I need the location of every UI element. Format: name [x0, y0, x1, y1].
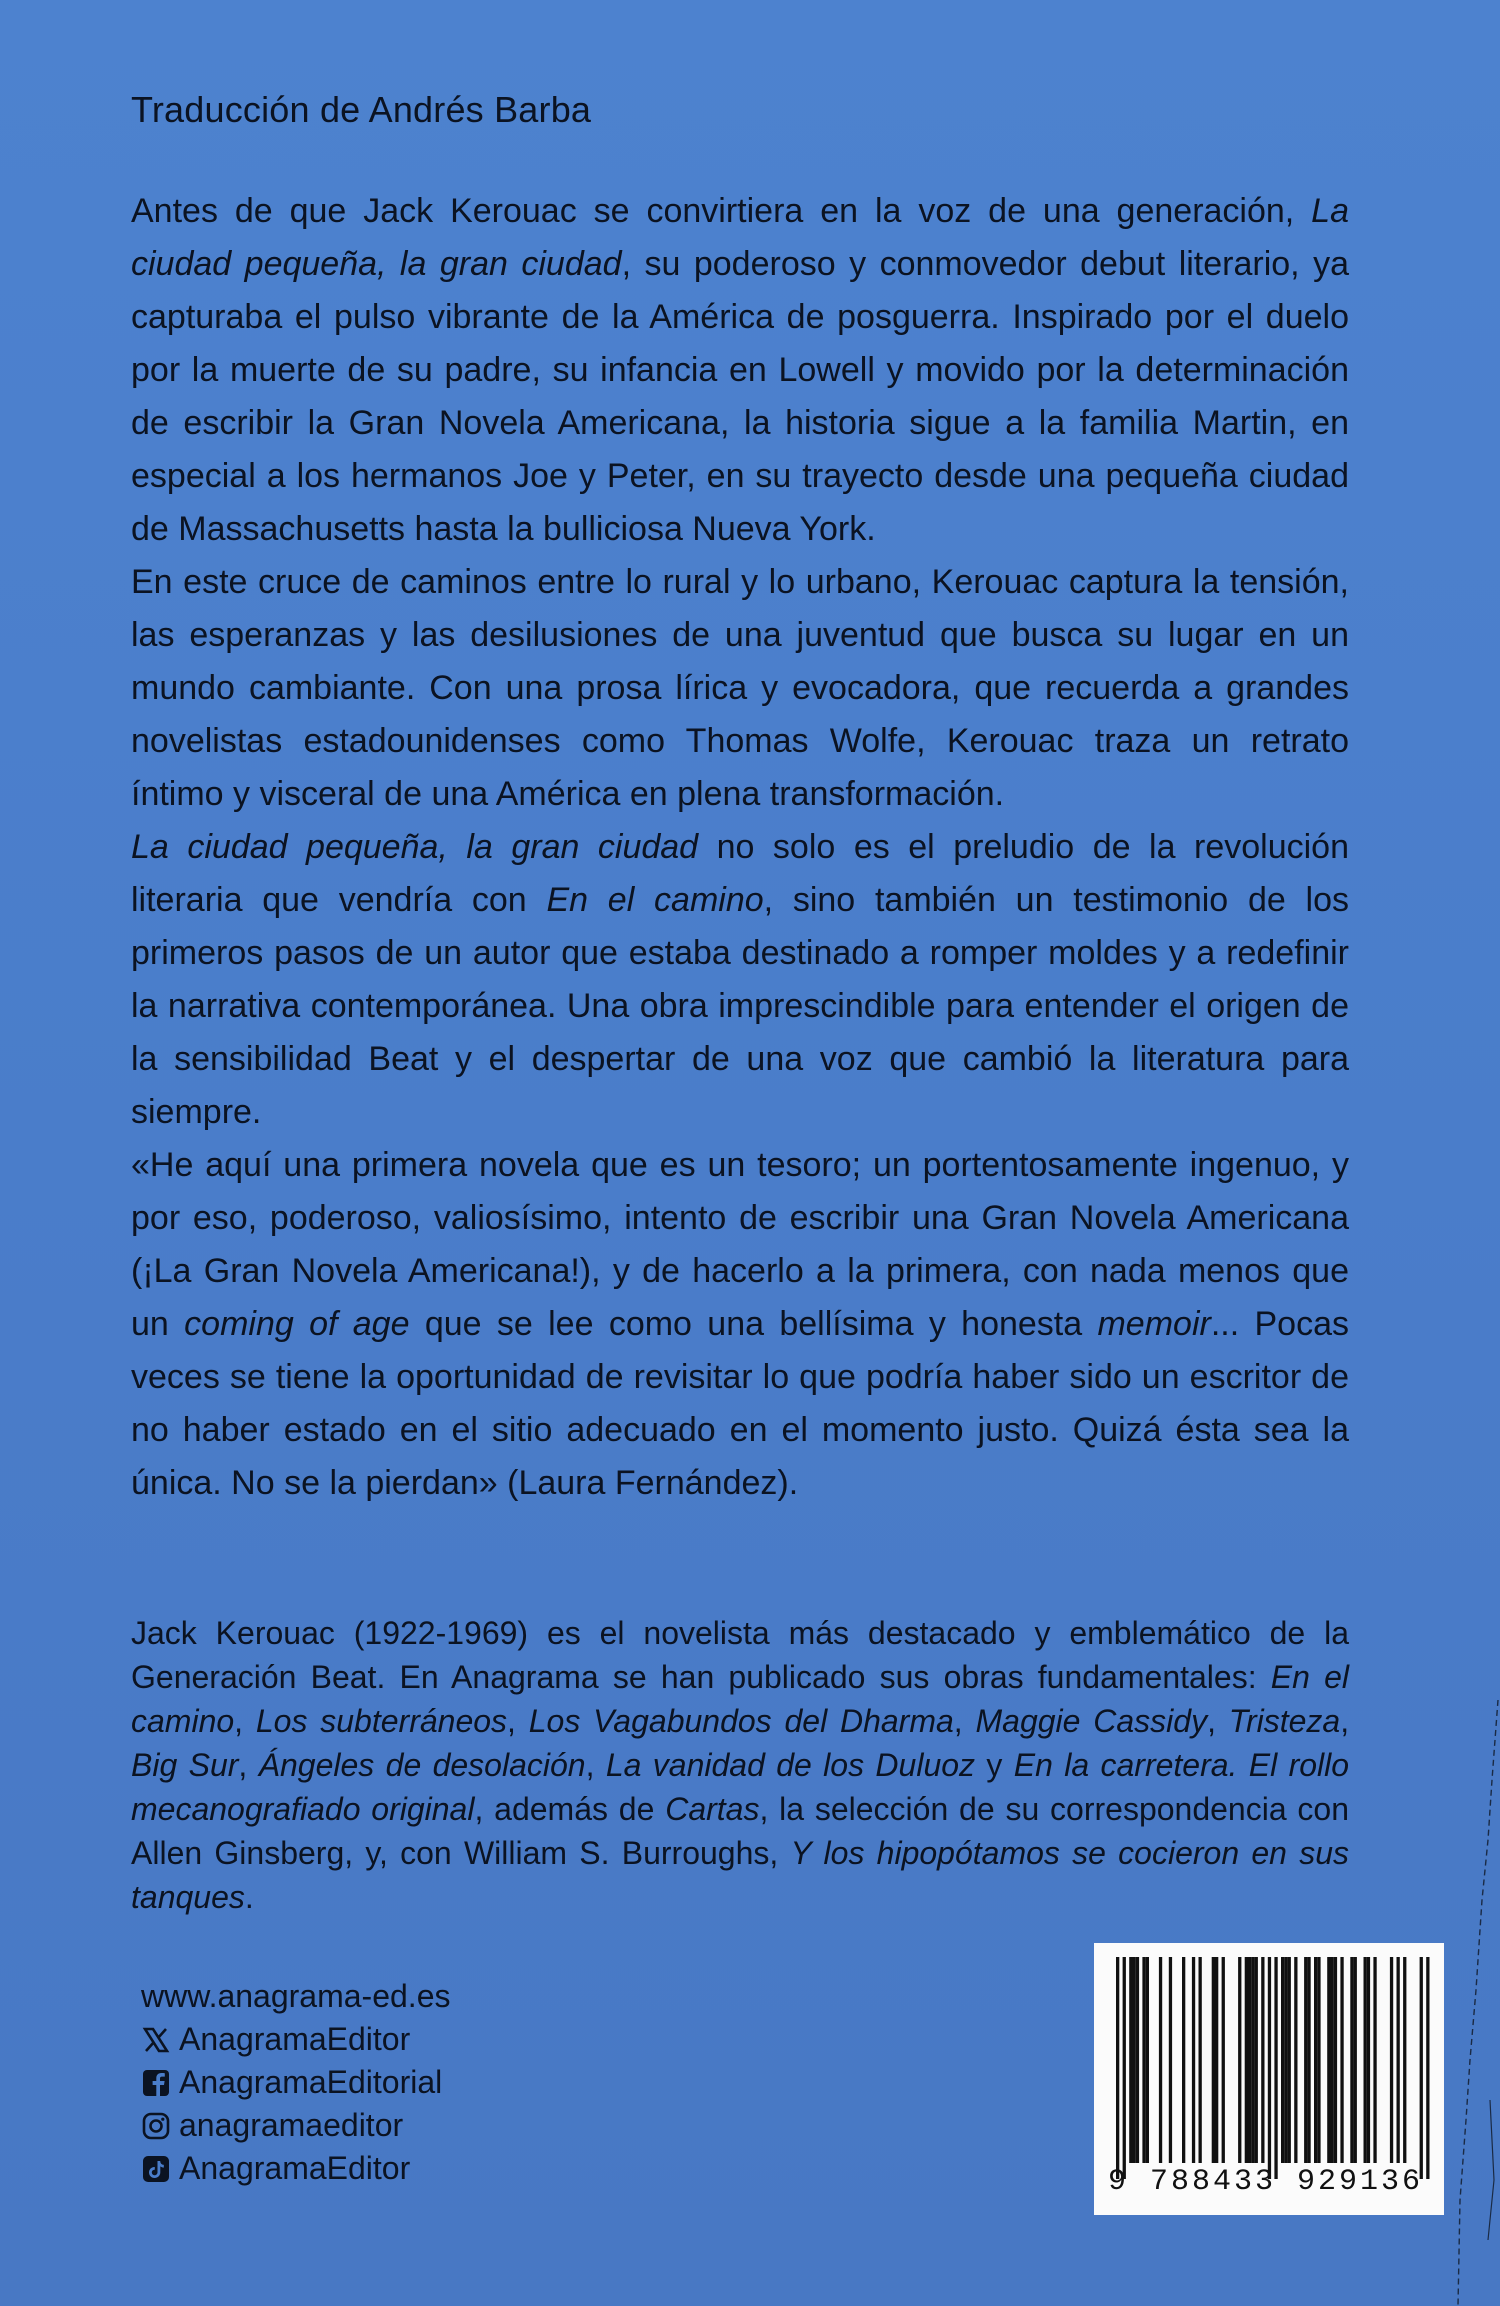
text-run: Jack Kerouac (1922-1969) es el novelista más destacado y emblemático de la Generación Beat. En Anagrama se han publicado sus obras fundamentales:	[131, 1615, 1349, 1695]
barcode-bar	[1294, 1957, 1297, 2163]
website-url[interactable]: www.anagrama-ed.es	[141, 1978, 451, 2014]
text-run: que se lee como una bellísima y honesta	[409, 1305, 1098, 1343]
barcode-bar	[1268, 1957, 1271, 2179]
barcode-bar	[1133, 1957, 1136, 2163]
barcode-bar	[1136, 1957, 1139, 2163]
italic-title: Ángeles de desolación	[258, 1747, 586, 1783]
barcode-bar	[1331, 1957, 1334, 2163]
barcode-bar	[1281, 1957, 1284, 2163]
synopsis-paragraph-3	[131, 821, 1349, 1139]
barcode-bar	[1314, 1957, 1317, 2163]
text-run: , sino también un testimonio de los primeros pasos de un autor que estaba destinado a romper moldes y a redefinir la narrativa contemporánea. Una obra imprescindible para entender el origen de la sensibilidad Beat y el despertar de una voz que cambió la literatura para siempre.	[131, 881, 1350, 1131]
text-run: .	[244, 1879, 254, 1915]
facebook-handle[interactable]: AnagramaEditorial	[179, 2064, 443, 2100]
website-link[interactable]	[141, 1975, 450, 2018]
text-run: ,	[507, 1703, 529, 1739]
tiktok-link[interactable]	[141, 2147, 450, 2190]
cover-edge-wear	[1430, 0, 1500, 2306]
barcode-bar	[1350, 1957, 1353, 2163]
tiktok-icon	[141, 2154, 171, 2184]
barcode-bar	[1123, 1957, 1126, 2179]
text-run: , la selección de su correspondencia con Allen Ginsberg, y, con William S. Burroughs,	[131, 1791, 1350, 1871]
barcode-bar	[1146, 1957, 1149, 2163]
barcode-bar	[1255, 1957, 1258, 2163]
x-link[interactable]	[141, 2018, 450, 2061]
barcode-bar	[1248, 1957, 1251, 2163]
text-run: ,	[953, 1703, 976, 1739]
author-bio	[131, 1611, 1349, 1919]
barcode-bar	[1215, 1957, 1218, 2163]
text-run: ,	[1207, 1703, 1229, 1739]
barcode-bar	[1364, 1957, 1367, 2163]
barcode-bar	[1142, 1957, 1145, 2163]
text-run: ,	[238, 1747, 259, 1783]
barcode-bar	[1426, 1957, 1429, 2179]
barcode-bar	[1116, 1957, 1119, 2179]
synopsis-paragraph-2	[131, 556, 1349, 821]
italic-title: En la carretera. El rollo mecanografiado original	[131, 1747, 1350, 1827]
barcode-bar	[1238, 1957, 1241, 2163]
italic-title: memoir	[1097, 1305, 1211, 1343]
instagram-icon	[141, 2111, 171, 2141]
barcode-bar	[1390, 1957, 1393, 2163]
barcode-bar	[1367, 1957, 1370, 2163]
barcode-bar	[1420, 1957, 1423, 2179]
barcode-bar	[1288, 1957, 1291, 2163]
text-run: no solo es el preludio de la revolución literaria que vendría con	[131, 828, 1349, 919]
synopsis	[131, 185, 1349, 1510]
italic-title: Los Vagabundos del Dharma	[528, 1703, 954, 1739]
facebook-icon	[141, 2068, 171, 2098]
instagram-handle[interactable]: anagramaeditor	[179, 2107, 404, 2143]
translator-credit: Traducción de Andrés Barba	[131, 89, 592, 130]
barcode-digits: 9 788433 929136	[1108, 2165, 1424, 2199]
isbn-barcode	[1094, 1943, 1444, 2215]
instagram-link[interactable]	[141, 2104, 450, 2147]
italic-title: Big Sur	[131, 1747, 239, 1783]
publisher-links	[141, 1975, 450, 2190]
barcode-bar	[1340, 1957, 1343, 2163]
text-run: ,	[1340, 1703, 1350, 1739]
italic-title: Tristeza	[1228, 1703, 1341, 1739]
italic-title: Cartas	[665, 1791, 760, 1827]
tiktok-handle[interactable]: AnagramaEditor	[179, 2150, 411, 2186]
italic-title: La ciudad pequeña, la gran ciudad	[131, 192, 1349, 283]
barcode-bar	[1169, 1957, 1172, 2163]
text-run: , su poderoso y conmovedor debut literario, ya capturaba el pulso vibrante de la América de posguerra. Inspirado por el duelo por la muerte de su padre, su infancia en Lowell y movido por la determinación de escribir la Gran Novela Americana, la historia sigue a la familia Martin, en especial a los hermanos Joe y Peter, en su trayecto desde una pequeña ciudad de Massachusetts hasta la bulliciosa Nueva York.	[131, 245, 1349, 548]
review-quote	[131, 1139, 1349, 1510]
italic-title: En el camino	[546, 881, 764, 919]
text-run: Antes de que Jack Kerouac se convirtiera en la voz de una generación,	[131, 192, 1312, 230]
barcode-bar	[1129, 1957, 1132, 2163]
barcode-bar	[1274, 1957, 1277, 2179]
barcode-bar	[1354, 1957, 1357, 2163]
barcode-bar	[1373, 1957, 1376, 2163]
text-run: ,	[585, 1747, 606, 1783]
synopsis-paragraph-1	[131, 185, 1349, 556]
barcode-bar	[1245, 1957, 1248, 2163]
barcode-bar	[1317, 1957, 1320, 2163]
italic-title: La ciudad pequeña, la gran ciudad	[131, 828, 699, 866]
text-run: En este cruce de caminos entre lo rural y lo urbano, Kerouac captura la tensión, las esperanzas y las desilusiones de una juventud que busca su lugar en un mundo cambiante. Con una prosa lírica y evocadora, que recuerda a grandes novelistas estadounidenses como Thomas Wolfe, Kerouac traza un retrato íntimo y visceral de una América en plena transformación.	[131, 563, 1349, 813]
barcode-bar	[1307, 1957, 1310, 2163]
italic-title: coming of age	[184, 1305, 410, 1343]
x-logo-icon	[141, 2025, 171, 2055]
text-run: ,	[234, 1703, 256, 1739]
italic-title: Y los hipopótamos se cocieron en sus tanques	[131, 1835, 1350, 1915]
italic-title: Los subterráneos	[255, 1703, 508, 1739]
italic-title: Maggie Cassidy	[975, 1703, 1208, 1739]
text-run: , además de	[474, 1791, 666, 1827]
barcode-bar	[1284, 1957, 1287, 2163]
text-run: y	[975, 1747, 1014, 1783]
barcode-bar	[1251, 1957, 1254, 2163]
barcode-bar	[1304, 1957, 1307, 2163]
barcode-bar	[1182, 1957, 1185, 2163]
barcode-bar	[1261, 1957, 1264, 2163]
barcode-bar	[1334, 1957, 1337, 2163]
italic-title: En el camino	[131, 1659, 1350, 1739]
barcode-bar	[1397, 1957, 1400, 2163]
barcode-bar	[1403, 1957, 1406, 2163]
barcode-bar	[1159, 1957, 1162, 2163]
barcode-bar	[1327, 1957, 1330, 2163]
facebook-link[interactable]	[141, 2061, 450, 2104]
x-handle[interactable]: AnagramaEditor	[179, 2021, 411, 2057]
barcode-bar	[1222, 1957, 1225, 2163]
barcode-bar	[1192, 1957, 1195, 2163]
italic-title: La vanidad de los Duluoz	[605, 1747, 976, 1783]
text-run: «He aquí una primera novela que es un tesoro; un portentosamente ingenuo, y por eso, poderoso, valiosísimo, intento de escribir una Gran Novela Americana (¡La Gran Novela Americana!), y de hacerlo a la primera, con nada menos que un	[131, 1146, 1349, 1343]
author-bio-text	[131, 1611, 1349, 1919]
barcode-bar	[1199, 1957, 1202, 2163]
text-run: ... Pocas veces se tiene la oportunidad de revisitar lo que podría haber sido un escritor de no haber estado en el sitio adecuado en el momento justo. Quizá ésta sea la única. No se la pierdan» (Laura Fernández).	[131, 1305, 1349, 1502]
barcode-bar	[1212, 1957, 1215, 2163]
